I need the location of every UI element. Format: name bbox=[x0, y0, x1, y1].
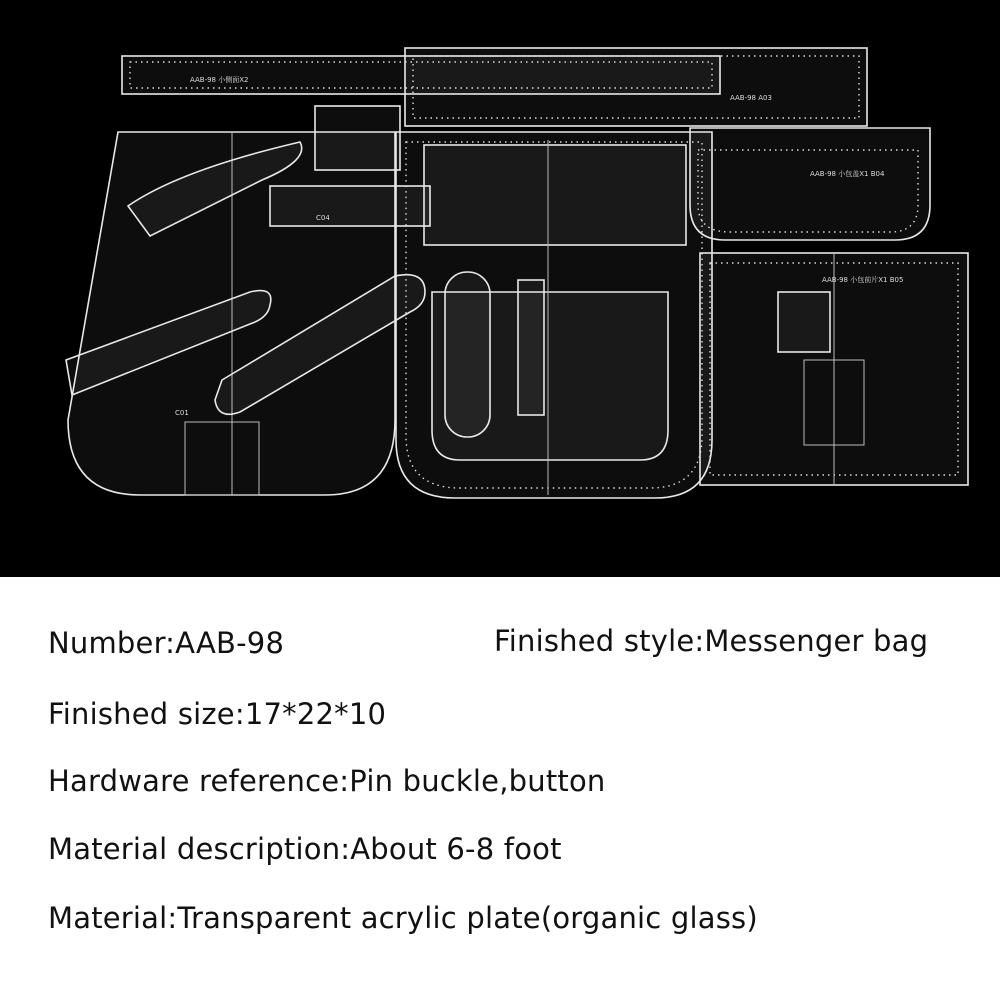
spec-finished-size: Finished size:17*22*10 bbox=[48, 697, 387, 731]
spec-finished-style: Finished style:Messenger bag bbox=[494, 624, 929, 658]
template-right-top bbox=[690, 128, 930, 240]
label-center-small: C04 bbox=[316, 214, 330, 222]
spec-material-description: Material description:About 6-8 foot bbox=[48, 832, 562, 866]
template-middle-panel bbox=[396, 132, 712, 498]
template-right-bottom bbox=[700, 253, 968, 485]
label-left-panel: C01 bbox=[175, 409, 189, 417]
label-top-strip: AAB-98 小侧面X2 bbox=[190, 76, 249, 84]
label-right-top: AAB-98 小包盖X1 B04 bbox=[810, 170, 885, 178]
template-top-right-strip bbox=[405, 48, 867, 126]
label-right-bottom: AAB-98 小包前片X1 B05 bbox=[822, 276, 904, 284]
label-top-right-strip: AAB-98 A03 bbox=[730, 94, 772, 102]
spec-number: Number:AAB-98 bbox=[48, 626, 285, 660]
spec-hardware-reference: Hardware reference:Pin buckle,button bbox=[48, 764, 606, 798]
spec-material: Material:Transparent acrylic plate(organic glass) bbox=[48, 901, 758, 935]
